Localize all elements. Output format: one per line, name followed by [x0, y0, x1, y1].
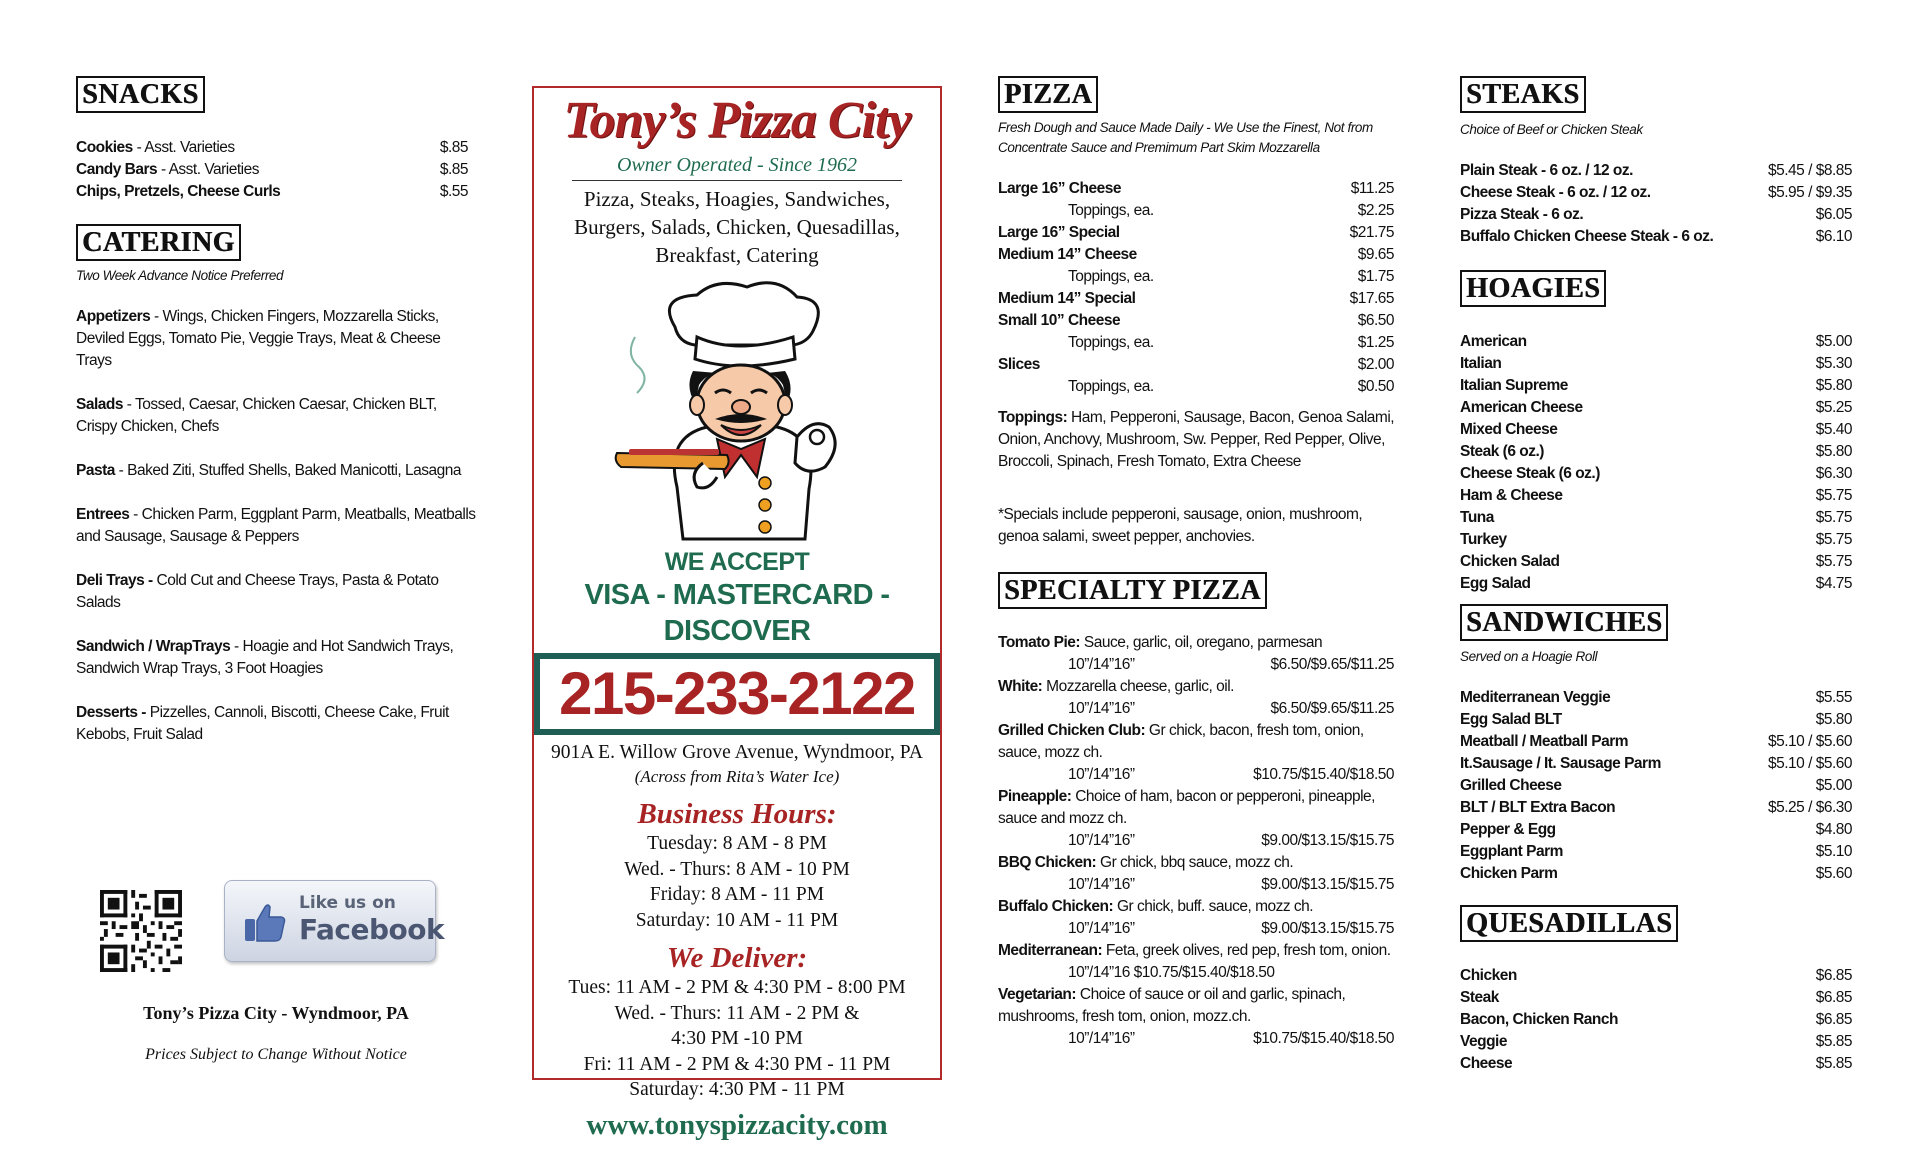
menu-item: Medium 14” Special $17.65 [998, 290, 1394, 307]
menu-item: Toppings, ea. $2.25 [1068, 202, 1394, 219]
thumbs-up-icon [243, 903, 287, 943]
menu-item: Italian $5.30 [1460, 355, 1852, 372]
facebook-like-button[interactable] [224, 880, 445, 962]
specialty-prices: 10”/14”16” $9.00/$13.15/$15.75 [1068, 876, 1394, 893]
specials-note: *Specials include pepperoni, sausage, onion, mushroom, genoa salami, sweet pepper, anchovies. [998, 506, 1363, 545]
address-landmark: (Across from Rita’s Water Ice) [634, 767, 840, 786]
services-list: Pizza, Steaks, Hoagies, Sandwiches, Burgers, Salads, Chicken, Quesadillas, Breakfast, Catering [574, 187, 900, 267]
menu-item: Large 16” Cheese $11.25 [998, 180, 1394, 197]
steaks-title: STEAKS [1460, 76, 1586, 113]
toppings-list: Toppings: Ham, Pepperoni, Sausage, Bacon, Genoa Salami, Onion, Anchovy, Mushroom, Sw. Pepper, Red Pepper, Olive, Broccoli, Spinach, Fresh Tomato, Extra Cheese [998, 409, 1395, 470]
menu-item: Chicken Salad $5.75 [1460, 553, 1852, 570]
menu-item: Steak (6 oz.) $5.80 [1460, 443, 1852, 460]
business-hours-title: Business Hours: [637, 798, 837, 830]
phone-band [534, 653, 940, 735]
specialty-item: Vegetarian: Choice of sauce or oil and garlic, spinach, mushrooms, fresh tom, onion, mozz.ch. [998, 986, 1346, 1025]
catering-item: Deli Trays - Cold Cut and Cheese Trays, Pasta & Potato Salads [76, 572, 439, 611]
catering-item: Pasta - Baked Ziti, Stuffed Shells, Baked Manicotti, Lasagna [76, 462, 462, 479]
facebook-like-label: Like us on [299, 893, 396, 913]
restaurant-panel [532, 86, 942, 1141]
brand-name: Tony’s Pizza City [563, 92, 911, 149]
menu-item: Egg Salad $4.75 [1460, 575, 1852, 592]
delivery-hours: Tues: 11 AM - 2 PM & 4:30 PM - 8:00 PM Wed. - Thurs: 11 AM - 2 PM & 4:30 PM -10 PM Fri: 11 AM - 2 PM & 4:30 PM - 11 PM Saturday: 4:30 PM - 11 PM [568, 977, 906, 1100]
phone-number[interactable]: 215-233-2122 [540, 659, 934, 729]
catering-item: Entrees - Chicken Parm, Eggplant Parm, Meatballs, Meatballs and Sausage, Sausage & Peppers [76, 506, 476, 545]
specialty-item: Tomato Pie: Sauce, garlic, oil, oregano, parmesan [998, 634, 1323, 651]
specialty-prices: 10”/14”16” $9.00/$13.15/$15.75 [1068, 920, 1394, 937]
business-hours: Tuesday: 8 AM - 8 PM Wed. - Thurs: 8 AM - 10 PM Friday: 8 AM - 11 PM Saturday: 10 AM - 11 PM [624, 833, 850, 931]
menu-item: American $5.00 [1460, 333, 1852, 350]
menu-item: It.Sausage / It. Sausage Parm $5.10 / $5.60 [1460, 755, 1852, 772]
pizza-title: PIZZA [998, 76, 1098, 113]
menu-item: Small 10” Cheese $6.50 [998, 312, 1394, 329]
menu-item: Veggie $5.85 [1460, 1033, 1852, 1050]
hoagies-list [1460, 331, 1852, 595]
catering-item: Salads - Tossed, Caesar, Chicken Caesar, Chicken BLT, Crispy Chicken, Chefs [76, 396, 437, 435]
menu-item: Toppings, ea. $1.75 [1068, 268, 1394, 285]
menu-item: Medium 14” Cheese $9.65 [998, 246, 1394, 263]
menu-item: Grilled Cheese $5.00 [1460, 777, 1852, 794]
menu-item: American Cheese $5.25 [1460, 399, 1852, 416]
website-link[interactable]: www.tonyspizzacity.com [586, 1108, 888, 1141]
menu-item: Chips, Pretzels, Cheese Curls $.55 [76, 183, 468, 200]
catering-item: Sandwich / WrapTrays - Hoagie and Hot Sandwich Trays, Sandwich Wrap Trays, 3 Foot Hoagies [76, 638, 454, 677]
snacks-list [76, 137, 468, 203]
menu-item: Toppings, ea. $0.50 [1068, 378, 1394, 395]
menu-item: Italian Supreme $5.80 [1460, 377, 1852, 394]
specialty-item: Buffalo Chicken: Gr chick, buff. sauce, mozz ch. [998, 898, 1314, 915]
specialty-prices: 10”/14”16” $10.75/$15.40/$18.50 [1068, 766, 1394, 783]
specialty-item: White: Mozzarella cheese, garlic, oil. [998, 678, 1234, 695]
menu-item: Slices $2.00 [998, 356, 1394, 373]
quesadillas-title: QUESADILLAS [1460, 905, 1678, 942]
snacks-title: SNACKS [76, 76, 205, 113]
owner-line: Owner Operated - Since 1962 [617, 154, 857, 176]
menu-item: Mixed Cheese $5.40 [1460, 421, 1852, 438]
menu-item: Cheese Steak (6 oz.) $6.30 [1460, 465, 1852, 482]
catering-note: Two Week Advance Notice Preferred [76, 268, 284, 283]
menu-item: Mediterranean Veggie $5.55 [1460, 689, 1852, 706]
specialty-item: Grilled Chicken Club: Gr chick, bacon, fresh tom, onion, sauce, mozz ch. [998, 722, 1364, 761]
accept-label: WE ACCEPT [664, 548, 810, 576]
chef-mascot-icon [607, 277, 867, 547]
menu-item: Bacon, Chicken Ranch $6.85 [1460, 1011, 1852, 1028]
footer-disclaimer: Prices Subject to Change Without Notice [145, 1046, 407, 1063]
specialty-prices: 10”/14”16” $9.00/$13.15/$15.75 [1068, 832, 1394, 849]
menu-item: Meatball / Meatball Parm $5.10 / $5.60 [1460, 733, 1852, 750]
quesadillas-list [1460, 965, 1852, 1075]
steaks-list [1460, 160, 1852, 248]
menu-item: BLT / BLT Extra Bacon $5.25 / $6.30 [1460, 799, 1852, 816]
menu-item: Pizza Steak - 6 oz. $6.05 [1460, 206, 1852, 223]
footer-location: Tony’s Pizza City - Wyndmoor, PA [143, 1003, 409, 1023]
steaks-note: Choice of Beef or Chicken Steak [1460, 122, 1643, 137]
pizza-list [998, 178, 1394, 398]
specialty-prices: 10”/14”16” $6.50/$9.65/$11.25 [1068, 700, 1394, 717]
specialty-item: BBQ Chicken: Gr chick, bbq sauce, mozz ch. [998, 854, 1294, 871]
menu-item: Tuna $5.75 [1460, 509, 1852, 526]
hoagies-title: HOAGIES [1460, 270, 1606, 307]
specialty-list [998, 632, 1394, 1050]
address: 901A E. Willow Grove Avenue, Wyndmoor, PA [551, 742, 923, 763]
menu-item: Pepper & Egg $4.80 [1460, 821, 1852, 838]
menu-item: Ham & Cheese $5.75 [1460, 487, 1852, 504]
facebook-label: Facebook [299, 913, 445, 946]
menu-item: Egg Salad BLT $5.80 [1460, 711, 1852, 728]
catering-title: CATERING [76, 224, 241, 261]
menu-item: Large 16” Special $21.75 [998, 224, 1394, 241]
menu-item: Plain Steak - 6 oz. / 12 oz. $5.45 / $8.85 [1460, 162, 1852, 179]
menu-item: Cookies - Asst. Varieties $.85 [76, 139, 468, 156]
specialty-prices: 10”/14”16” $10.75/$15.40/$18.50 [1068, 1030, 1394, 1047]
menu-item: Cheese $5.85 [1460, 1055, 1852, 1072]
menu-item: Chicken $6.85 [1460, 967, 1852, 984]
catering-list [76, 306, 476, 768]
menu-item: Cheese Steak - 6 oz. / 12 oz. $5.95 / $9.35 [1460, 184, 1852, 201]
sandwiches-note: Served on a Hoagie Roll [1460, 649, 1598, 664]
specialty-prices: 10”/14”16 $10.75/$15.40/$18.50 [1068, 964, 1275, 981]
pizza-note: Fresh Dough and Sauce Made Daily - We Use the Finest, Not from Concentrate Sauce and Premimum Part Skim Mozzarella [998, 120, 1373, 155]
catering-item: Desserts - Pizzelles, Cannoli, Biscotti, Cheese Cake, Fruit Kebobs, Fruit Salad [76, 704, 449, 743]
specialty-prices: 10”/14”16” $6.50/$9.65/$11.25 [1068, 656, 1394, 673]
menu-item: Eggplant Parm $5.10 [1460, 843, 1852, 860]
cards-accepted: VISA - MASTERCARD - DISCOVER [584, 579, 890, 647]
sandwiches-title: SANDWICHES [1460, 604, 1668, 641]
specialty-item: Pineapple: Choice of ham, bacon or pepperoni, pineapple, sauce and mozz ch. [998, 788, 1375, 827]
menu-item: Toppings, ea. $1.25 [1068, 334, 1394, 351]
menu-item: Buffalo Chicken Cheese Steak - 6 oz. $6.10 [1460, 228, 1852, 245]
menu-item: Chicken Parm $5.60 [1460, 865, 1852, 882]
menu-item: Steak $6.85 [1460, 989, 1852, 1006]
catering-item: Appetizers - Wings, Chicken Fingers, Mozzarella Sticks, Deviled Eggs, Tomato Pie, Veggie Trays, Meat & Cheese Trays [76, 308, 441, 369]
sandwiches-list [1460, 687, 1852, 885]
specialty-pizza-title: SPECIALTY PIZZA [998, 572, 1267, 609]
specialty-item: Mediterranean: Feta, greek olives, red pep, fresh tom, onion. [998, 942, 1391, 959]
divider [572, 180, 902, 181]
menu-item: Candy Bars - Asst. Varieties $.85 [76, 161, 468, 178]
delivery-title: We Deliver: [666, 942, 808, 974]
qr-code-icon[interactable] [100, 890, 182, 972]
menu-item: Turkey $5.75 [1460, 531, 1852, 548]
